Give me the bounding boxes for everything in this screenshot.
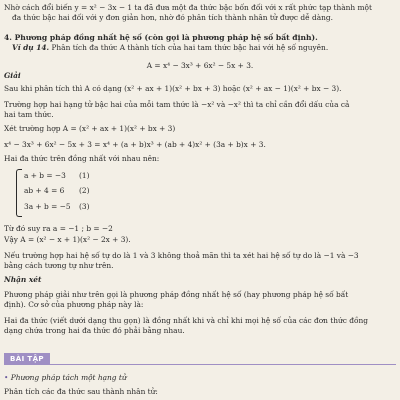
- section-heading-4: 4. Phương pháp đồng nhất hệ số (còn gọi là phương pháp hệ số bất định).: [4, 33, 318, 42]
- case-note-line-2: hai tam thức.: [4, 110, 54, 119]
- case-note-line-1: Trường hợp hai hạng tử bậc hai của mỗi tam thức là −x² và −x² thì ta chỉ cần đổi dấu của cả: [4, 100, 350, 109]
- solution-line-form: Sau khi phân tích thì A có dạng (x² + ax + 1)(x² + bx + 3) hoặc (x² + ax − 1)(x² + bx − 3).: [4, 84, 342, 93]
- consider-case-line: Xét trường hợp A = (x² + ax + 1)(x² + bx + 3): [4, 124, 176, 133]
- system-brace: [16, 169, 22, 217]
- else-case-line-1: Nếu trường hợp hai hệ số tự do là 1 và 3 không thoả mãn thì ta xét hai hệ số tự do là −1 và −3: [4, 251, 359, 260]
- principle-line-1: Hai đa thức (viết dưới dạng thu gọn) là đồng nhất khi và chỉ khi mọi hệ số của các đơn thức đồng: [4, 316, 369, 325]
- bullet-icon: •: [4, 373, 9, 382]
- method-line-1: Phương pháp giải như trên gọi là phương pháp đồng nhất hệ số (hay phương pháp hệ số bất: [4, 290, 349, 299]
- solution-heading: Giải: [4, 71, 21, 80]
- example-14: [12, 43, 396, 52]
- exercise-instruction: Phân tích các đa thức sau thành nhân tử:: [4, 387, 158, 396]
- intro-line-2: đa thức bậc hai đối với y đơn giản hơn, nhờ đó phân tích thành nhân tử được dễ dàng.: [12, 13, 333, 22]
- expansion-line: x⁴ − 3x³ + 6x² − 5x + 3 = x⁴ + (a + b)x³ + (ab + 4)x² + (3a + b)x + 3.: [4, 140, 266, 149]
- principle-line-2: dạng chứa trong hai đa thức đó phải bằng nhau.: [4, 326, 185, 335]
- example-text: Phân tích đa thức A thành tích của hai tam thức bậc hai với hệ số nguyên.: [51, 43, 329, 52]
- deduce-line: Từ đó suy ra a = −1 ; b = −2: [4, 224, 113, 233]
- exercise-topic-text: Phương pháp tách một hạng tử: [10, 373, 127, 382]
- equation-1: [24, 171, 90, 180]
- formula-a: A = x⁴ − 3x³ + 6x² − 5x + 3.: [146, 61, 254, 70]
- identity-line: Hai đa thức trên đồng nhất với nhau nên:: [4, 154, 160, 163]
- equation-3: [24, 202, 90, 211]
- method-line-2: định). Cơ sở của phương pháp này là:: [4, 300, 144, 309]
- equation-system: [16, 169, 136, 217]
- example-label: Ví dụ 14.: [12, 43, 50, 52]
- exercises-banner: BÀI TẬP: [4, 353, 50, 365]
- equation-2-number: (2): [79, 186, 90, 195]
- equation-3-number: (3): [79, 202, 90, 211]
- equation-2: [24, 186, 90, 195]
- equation-2-text: ab + 4 = 6: [24, 186, 65, 195]
- remark-heading: Nhận xét: [4, 275, 42, 284]
- equation-3-text: 3a + b = −5: [24, 202, 71, 211]
- exercise-topic: [4, 373, 396, 382]
- else-case-line-2: bằng cách tương tự như trên.: [4, 261, 114, 270]
- result-line: Vậy A = (x² − x + 1)(x² − 2x + 3).: [4, 235, 131, 244]
- equation-1-text: a + b = −3: [24, 171, 66, 180]
- intro-line-1: Nhờ cách đổi biến y = x² − 3x − 1 ta đã đưa một đa thức bậc bốn đối với x rất phức tạp thành một: [4, 3, 372, 12]
- exercises-rule: [50, 364, 396, 365]
- equation-1-number: (1): [79, 171, 90, 180]
